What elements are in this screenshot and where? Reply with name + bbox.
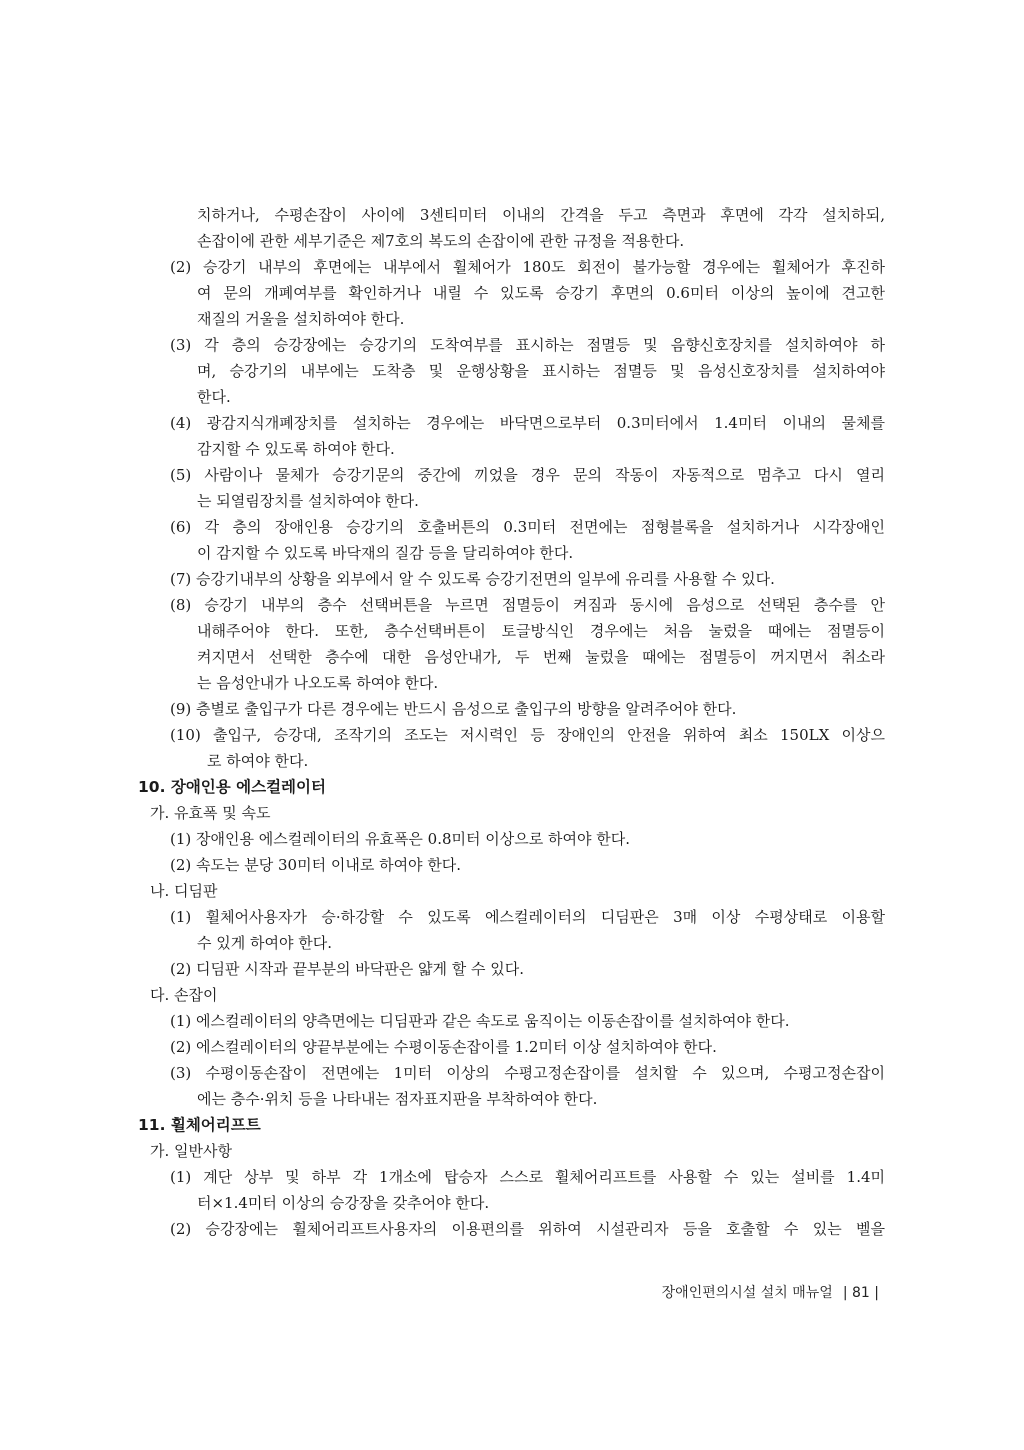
page-footer: [662, 1283, 879, 1303]
body-line: 수 있게 하여야 한다.: [197, 934, 332, 952]
list-item-line: (6) 각 층의 장애인용 승강기의 호출버튼의 0.3미터 전면에는 점형블록을 설치하거나 시각장애인: [170, 518, 885, 536]
list-item-line: (10) 출입구, 승강대, 조작기의 조도는 저시력인 등 장애인의 안전을 위하여 최소 150LX 이상으: [170, 726, 885, 744]
list-item-line: (1) 계단 상부 및 하부 각 1개소에 탑승자 스스로 휠체어리프트를 사용할 수 있는 설비를 1.4미: [170, 1168, 885, 1186]
list-item-line: (2) 승강기 내부의 후면에는 내부에서 휠체어가 180도 회전이 불가능할 경우에는 휠체어가 후진하: [170, 258, 885, 276]
page-number: | 81 |: [842, 1285, 879, 1301]
body-line: 여 문의 개폐여부를 확인하거나 내릴 수 있도록 승강기 후면의 0.6미터 이상의 높이에 견고한: [197, 284, 885, 302]
body-line: 손잡이에 관한 세부기준은 제7호의 복도의 손잡이에 관한 규정을 적용한다.: [197, 232, 685, 250]
list-item-line: (2) 디딤판 시작과 끝부분의 바닥판은 얇게 할 수 있다.: [170, 960, 524, 978]
list-item-line: (3) 각 층의 승강장에는 승강기의 도착여부를 표시하는 점멸등 및 음향신호장치를 설치하여야 하: [170, 336, 885, 354]
footer-title: 장애인편의시설 설치 매뉴얼: [661, 1285, 833, 1301]
list-item-line: (2) 승강장에는 휠체어리프트사용자의 이용편의를 위하여 시설관리자 등을 호출할 수 있는 벨을: [170, 1220, 885, 1238]
list-item-line: (7) 승강기내부의 상황을 외부에서 알 수 있도록 승강기전면의 일부에 유리를 사용할 수 있다.: [170, 570, 775, 588]
body-line: 감지할 수 있도록 하여야 한다.: [197, 440, 395, 458]
body-line: 에는 층수·위치 등을 나타내는 점자표지판을 부착하여야 한다.: [197, 1090, 598, 1108]
body-line: 는 음성안내가 나오도록 하여야 한다.: [197, 674, 439, 692]
list-item-line: (1) 휠체어사용자가 승·하강할 수 있도록 에스컬레이터의 디딤판은 3매 이상 수평상태로 이용할: [170, 908, 885, 926]
section-heading: 10. 장애인용 에스컬레이터: [138, 778, 326, 796]
body-line: 한다.: [197, 388, 231, 406]
body-line: 며, 승강기의 내부에는 도착층 및 운행상황을 표시하는 점멸등 및 음성신호장치를 설치하여야: [197, 362, 885, 380]
list-item-line: (9) 층별로 출입구가 다른 경우에는 반드시 음성으로 출입구의 방향을 알려주어야 한다.: [170, 700, 737, 718]
list-item-line: (1) 장애인용 에스컬레이터의 유효폭은 0.8미터 이상으로 하여야 한다.: [170, 830, 630, 848]
body-line: 로 하여야 한다.: [207, 752, 309, 770]
list-item-line: (2) 에스컬레이터의 양끝부분에는 수평이동손잡이를 1.2미터 이상 설치하여야 한다.: [170, 1038, 717, 1056]
body-line: 치하거나, 수평손잡이 사이에 3센티미터 이내의 간격을 두고 측면과 후면에 각각 설치하되,: [197, 206, 885, 224]
list-item-line: (2) 속도는 분당 30미터 이내로 하여야 한다.: [170, 856, 462, 874]
body-line: 내해주어야 한다. 또한, 층수선택버튼이 토글방식인 경우에는 처음 눌렀을 때에는 점멸등이: [197, 622, 885, 640]
list-item-line: (1) 에스컬레이터의 양측면에는 디딤판과 같은 속도로 움직이는 이동손잡이를 설치하여야 한다.: [170, 1012, 790, 1030]
list-item-line: (3) 수평이동손잡이 전면에는 1미터 이상의 수평고정손잡이를 설치할 수 있으며, 수평고정손잡이: [170, 1064, 885, 1082]
subsection-heading: 나. 디딤판: [150, 882, 218, 900]
body-line: 는 되열림장치를 설치하여야 한다.: [197, 492, 419, 510]
list-item-line: (5) 사람이나 물체가 승강기문의 중간에 끼었을 경우 문의 작동이 자동적으로 멈추고 다시 열리: [170, 466, 885, 484]
body-line: 재질의 거울을 설치하여야 한다.: [197, 310, 405, 328]
section-heading: 11. 휠체어리프트: [138, 1116, 261, 1134]
subsection-heading: 다. 손잡이: [150, 986, 218, 1004]
body-line: 켜지면서 선택한 층수에 대한 음성안내가, 두 번째 눌렀을 때에는 점멸등이 꺼지면서 취소라: [197, 648, 885, 666]
body-line: 터×1.4미터 이상의 승강장을 갖추어야 한다.: [197, 1194, 490, 1212]
list-item-line: (8) 승강기 내부의 층수 선택버튼을 누르면 점멸등이 켜짐과 동시에 음성으로 선택된 층수를 안: [170, 596, 885, 614]
list-item-line: (4) 광감지식개폐장치를 설치하는 경우에는 바닥면으로부터 0.3미터에서 1.4미터 이내의 물체를: [170, 414, 885, 432]
body-line: 이 감지할 수 있도록 바닥재의 질감 등을 달리하여야 한다.: [197, 544, 574, 562]
subsection-heading: 가. 일반사항: [150, 1142, 232, 1160]
subsection-heading: 가. 유효폭 및 속도: [150, 804, 271, 822]
